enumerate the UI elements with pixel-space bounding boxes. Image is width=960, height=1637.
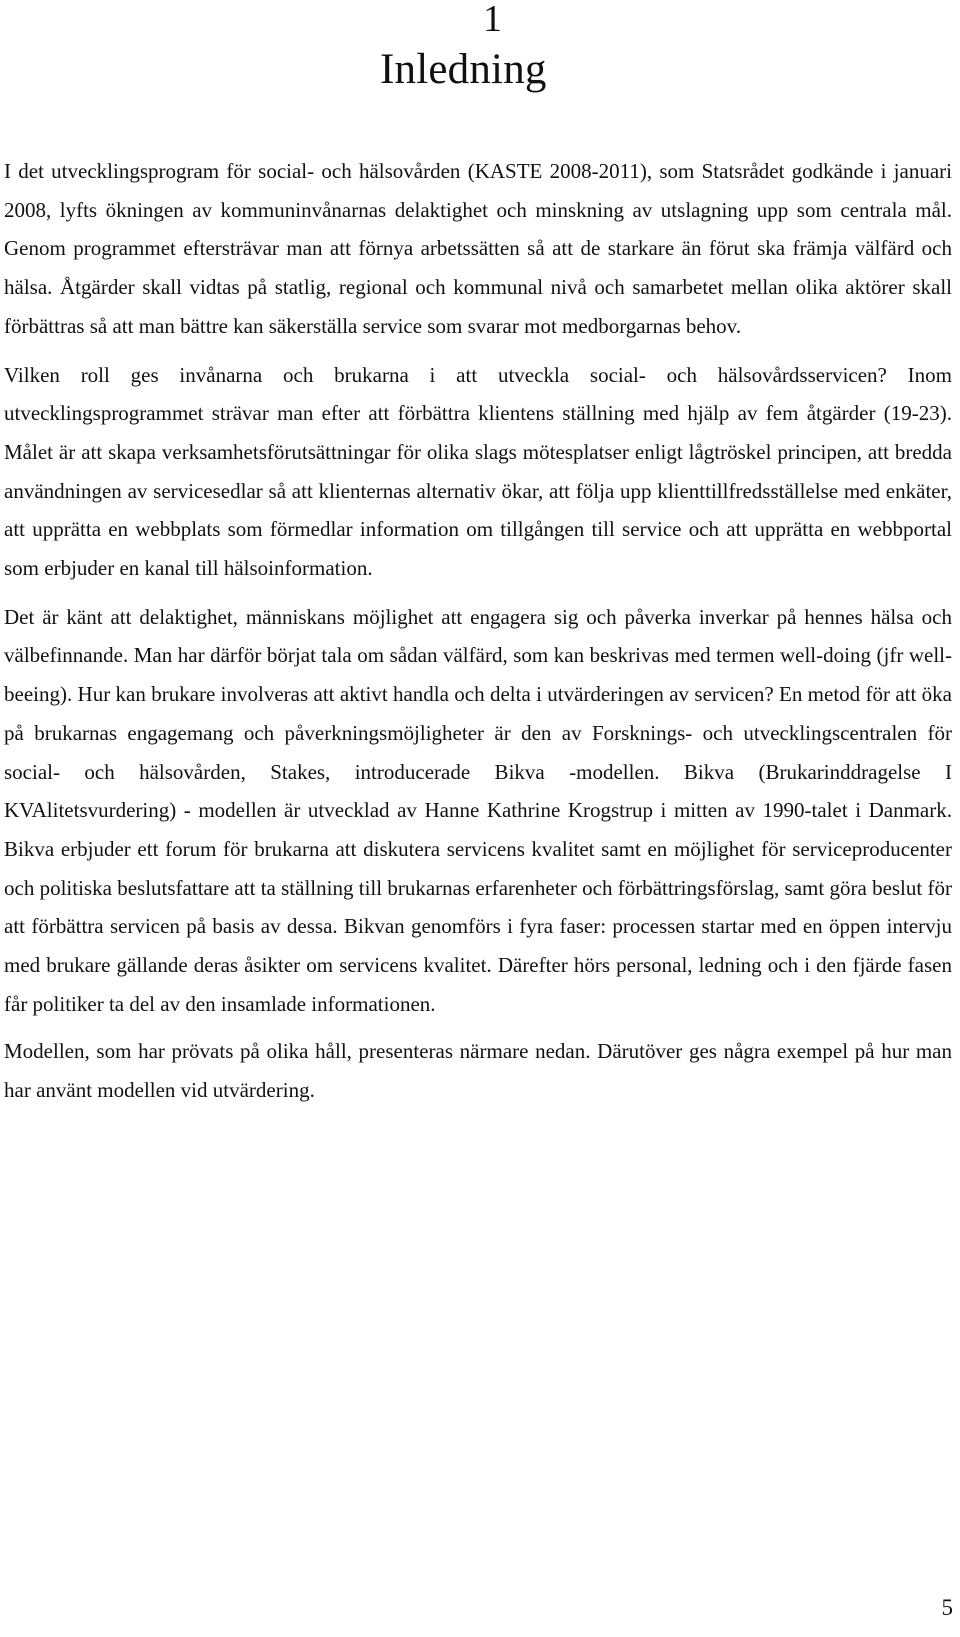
chapter-title: Inledning [380,46,547,93]
paragraph-bikva-model: Det är känt att delaktighet, människans möjlighet att engagera sig och påverka inverkar på hennes hälsa och välbefinnande. Man har därför börjat tala om sådan välfärd, som kan beskrivas med termen well-doing (jfr well-beeing). Hur kan brukare involveras att aktivt handla och delta i utvärderingen av servicen? En metod för att öka på brukarnas engagemang och påverkningsmöjligheter är den av Forsknings- och utvecklingscentralen för social- och hälsovården, Stakes, introducerade Bikva -modellen. Bikva (Brukarinddragelse I KVAlitetsvurdering) - modellen är utvecklad av Hanne Kathrine Krogstrup i mitten av 1990-talet i Danmark. Bikva erbjuder ett forum för brukarna att diskutera servicens kvalitet samt en möjlighet för serviceproducenter och politiska beslutsfattare att ta ställning till brukarnas erfarenheter och förbättringsförslag, samt göra beslut för att förbättra servicen på basis av dessa. Bikvan genomförs i fyra faser: processen startar med en öppen intervju med brukare gällande deras åsikter om servicens kvalitet. Därefter hörs personal, ledning och i den fjärde fasen får politiker ta del av den insamlade informationen. [4,604,952,1016]
paragraph-outline: Modellen, som har prövats på olika håll, presenteras närmare nedan. Därutöver ges några exempel på hur man har använt modellen vid utvärdering. [4,1039,952,1103]
page-number: 5 [941,1595,953,1620]
chapter-number: 1 [483,0,502,40]
body-text [4,152,952,1110]
paragraph-client-role: Vilken roll ges invånarna och brukarna i att utveckla social- och hälsovårdsservicen? Inom utvecklingsprogrammet strävar man efter att förbättra klientens ställning med hjälp av fem åtgärder (19-23). Målet är att skapa verksamhetsförutsättningar för olika slags mötesplatser enligt lågtröskel principen, att bredda användningen av servicesedlar så att klienternas alternativ ökar, att följa upp klienttillfredsställelse med enkäter, att upprätta en webbplats som förmedlar information om tillgången till service och att upprätta en webbportal som erbjuder en kanal till hälsoinformation. [4,362,952,581]
paragraph-kaste-program: I det utvecklingsprogram för social- och hälsovården (KASTE 2008-2011), som Statsrådet godkände i januari 2008, lyfts ökningen av kommuninvånarnas delaktighet och minskning av utslagning upp som centrala mål. Genom programmet eftersträvar man att förnya arbetssätten så att de starkare än förut ska främja välfärd och hälsa. Åtgärder skall vidtas på statlig, regional och kommunal nivå och samarbetet mellan olika aktörer skall förbättras så att man bättre kan säkerställa service som svarar mot medborgarnas behov. [4,159,952,338]
